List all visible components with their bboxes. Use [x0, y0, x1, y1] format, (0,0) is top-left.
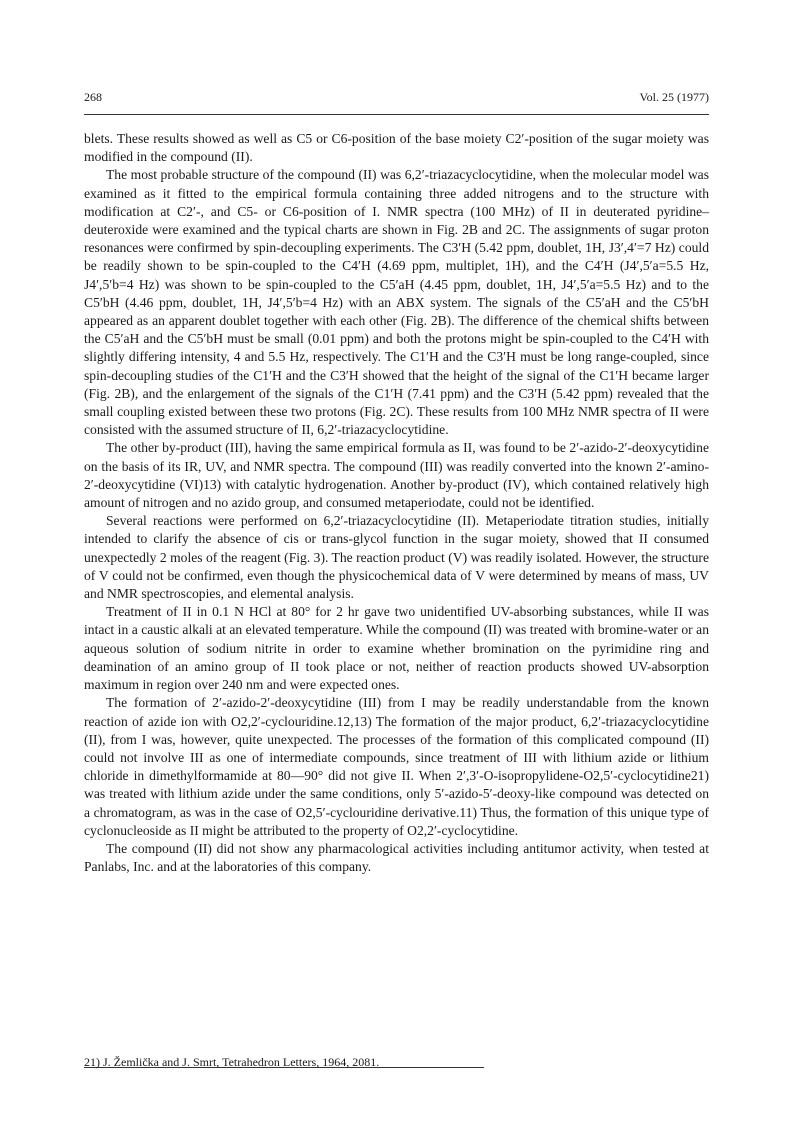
- paragraph-3: The other by-product (III), having the same empirical formula as II, was found to be 2′-azido-2′-deoxycytidine on the basis of its IR, UV, and NMR spectra. The compound (III) was readily converted into the known 2′-amino-2′-deoxycytidine (VI)13) with catalytic hydrogenation. Another by-product (IV), which contained relatively high amount of nitrogen and no azido group, and consumed metaperiodate, could not be identified.: [84, 440, 709, 511]
- footnote: 21) J. Žemlička and J. Smrt, Tetrahedron Letters, 1964, 2081.: [84, 1055, 380, 1069]
- paragraph-2: The most probable structure of the compound (II) was 6,2′-triazacyclocytidine, when the molecular model was examined as it fitted to the empirical formula containing three added nitrogens and to the structure with modification at C2′-, and C5- or C6-position of I. NMR spectra (100 MHz) of II in deuterated pyridine–deuteroxide were examined and the typical charts are shown in Fig. 2B and 2C. The assignments of sugar proton resonances were confirmed by spin-decoupling experiments. The C3′H (5.42 ppm, doublet, 1H, J3′,4′=7 Hz) could be readily shown to be spin-coupled to the C4′H (4.69 ppm, multiplet, 1H), and the C4′H (J4′,5′a=5.5 Hz, J4′,5′b=4 Hz) was shown to be spin-coupled to the C5′aH (4.45 ppm, doublet, 1H, J4′,5′a=5.5 Hz) and to the C5′bH (4.46 ppm, doublet, 1H, J4′,5′b=4 Hz) with an ABX system. The signals of the C5′aH and the C5′bH appeared as an apparent doublet together with each other (Fig. 2B). The difference of the chemical shifts between the C5′aH and the C5′bH must be small (0.01 ppm) and both the protons might be spin-coupled to the C4′H with slightly differing intensity, 4 and 5.5 Hz, respectively. The C1′H and the C3′H must be long range-coupled, since spin-decoupling studies of the C1′H and the C3′H showed that the height of the signal of the C1′H became larger (Fig. 2B), and the enlargement of the signals of the C1′H (7.41 ppm) and the C3′H (5.42 ppm) revealed that the small coupling existed between these two protons (Fig. 2C). These results from 100 MHz NMR spectra of II were consisted with the assumed structure of II, 6,2′-triazacyclocytidine.: [84, 167, 709, 438]
- volume-label: Vol. 25 (1977): [639, 90, 709, 104]
- paragraph-7: The compound (II) did not show any pharmacological activities including antitumor activity, when tested at Panlabs, Inc. and at the laboratories of this company.: [84, 840, 709, 875]
- running-header: [84, 90, 709, 106]
- page: [84, 90, 709, 1069]
- paragraph-5: Treatment of II in 0.1 N HCl at 80° for 2 hr gave two unidentified UV-absorbing substances, while II was intact in a caustic alkali at an elevated temperature. While the compound (II) was treated with bromine-water or an aqueous solution of sodium nitrite in order to examine whether bromination on the pyrimidine ring and deamination of an amino group of II took place or not, neither of reaction products showed UV-absorption maximum in region over 240 nm and were expected ones.: [84, 604, 709, 693]
- header-rule: [84, 114, 709, 115]
- paragraph-4: Several reactions were performed on 6,2′-triazacyclocytidine (II). Metaperiodate titration studies, initially intended to clarify the absence of cis or trans-glycol function in the sugar moiety, showed that II consumed unexpectedly 2 moles of the reagent (Fig. 3). The reaction product (V) was readily isolated. However, the structure of V could not be confirmed, even though the physicochemical data of V were determined by means of mass, UV and NMR spectroscopies, and elemental analysis.: [84, 513, 709, 602]
- article-body: [84, 130, 709, 876]
- paragraph-6: The formation of 2′-azido-2′-deoxycytidine (III) from I may be readily understandable from the known reaction of azide ion with O2,2′-cyclouridine.12,13) The formation of the major product, 6,2′-triazacyclocytidine (II), from I was, however, quite unexpected. The processes of the formation of this complicated compound (II) could not involve III as one of intermediate compounds, since treatment of III with lithium azide or lithium chloride in dimethylformamide at 80—90° did not give II. When 2′,3′-O-isopropylidene-O2,5′-cyclocytidine21) was treated with lithium azide under the same conditions, only 5′-azido-5′-deoxy-like compound was detected on a chromatogram, as was in the case of O2,5′-cyclouridine derivative.11) Thus, the formation of this unique type of cyclonucleoside as II might be attributed to the property of O2,2′-cyclocytidine.: [84, 695, 709, 838]
- paragraph-1: blets. These results showed as well as C5 or C6-position of the base moiety C2′-position of the sugar moiety was modified in the compound (II).: [84, 131, 709, 165]
- page-number: 268: [84, 90, 102, 104]
